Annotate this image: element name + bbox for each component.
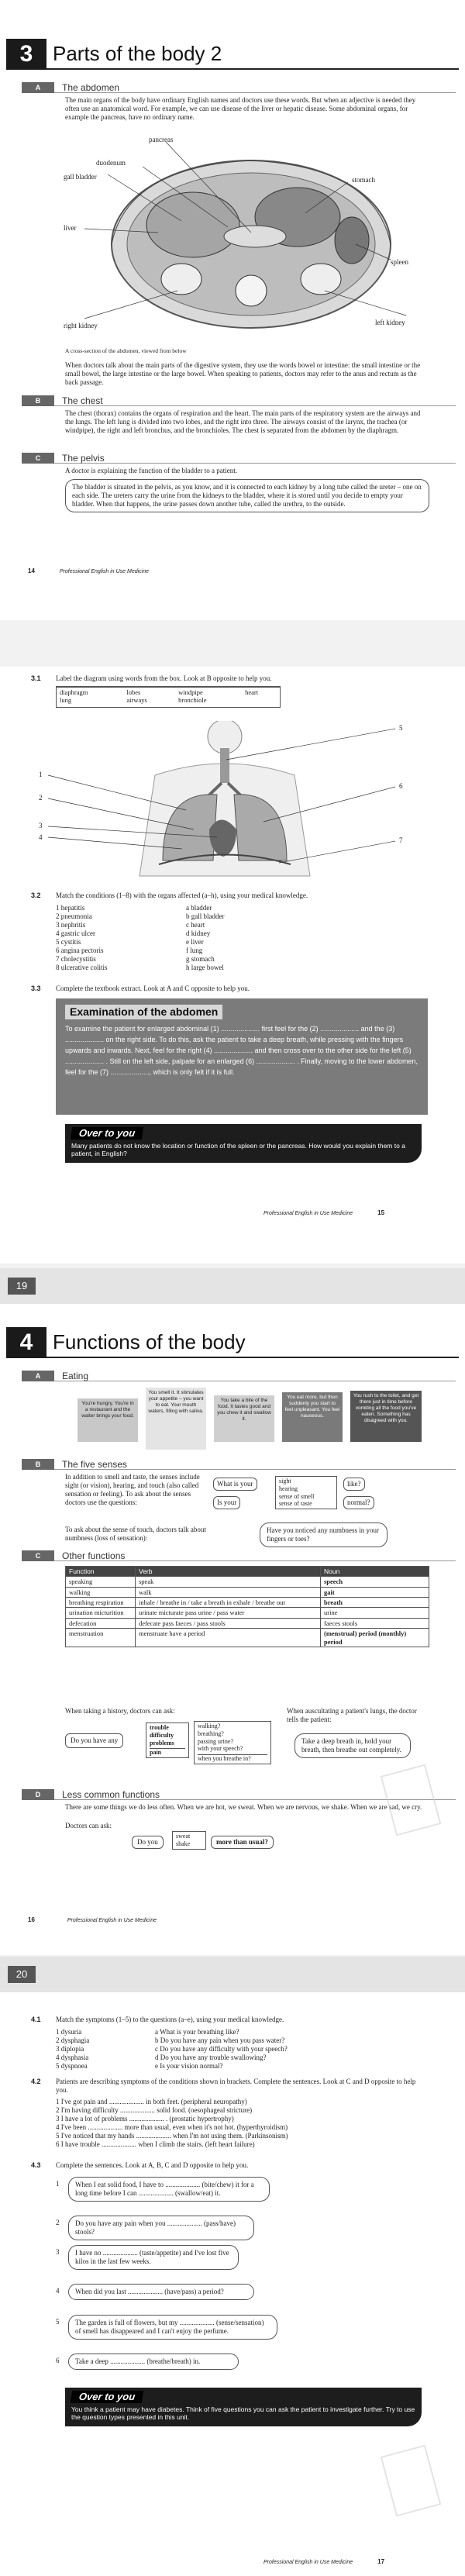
exercise-3-2-text: Match the conditions (1–8) with the organs affected (a–h), using your medical knowledge. [56,891,308,899]
q43-bubble: When I eat solid food, I have to .................... (bite/chew) it for a long time before I can .................... (swallow/eat) it. [68,2177,270,2202]
section-a-heading: A The abdomen [22,82,456,93]
exercise-4-2-text: Patients are describing symptoms of the conditions shown in brackets. Complete the sentences. Look at C and D opposite to help you. [56,2078,416,2094]
exercise-3-2-num: 3.2 [31,891,41,899]
deep-breath-bubble: Take a deep breath in, hold your breath, then breathe out completely. [294,1733,411,1758]
symptoms-list: 1 dysuria 2 dysphagia 3 diplopia 4 dysphasia 5 dyspnoea [56,2028,90,2070]
diagram-num-5: 5 [399,724,403,732]
page-footer [264,1209,384,1218]
organs-list: a bladder b gall bladder c heart d kidney e liver f lung g stomach h large bowel [186,904,225,971]
exercise-4-1-num: 4.1 [31,2016,41,2023]
q43-item: 3 I have no .................... (taste/appetite) and I've lost five kilos in the last few weeks. [56,2245,273,2273]
table-row: breathing respiration inhale / breathe in / take a breath in exhale / breathe out breath [66,1598,429,1608]
page-footer [28,567,149,576]
unit-number: 3 [6,39,46,70]
label-right-kidney: right kidney [64,322,98,329]
more-than-usual: more than usual? [211,1836,274,1849]
unit-header [0,39,465,70]
section-a-heading: A Eating [22,1371,456,1381]
section-c-heading: C The pelvis [22,453,456,464]
functions-table: Function Verb Noun speaking speak speech walking walk gait breathing respiration inhale / breathe in / take a breath in exhale / breathe out breath urination micturition urinate micturate pass urine / pass water urine defecation defecate pass faeces / pass stools faeces stools menstruation menstruate have a period (menstrual) period (monthly) period [65,1566,429,1647]
diagram-num-1: 1 [39,771,43,778]
label-liver: liver [64,224,77,232]
eating-card: You eat more, but then suddenly you start to feel unpleasant. You feel nauseous. [282,1392,343,1442]
abdomen-diagram [65,136,429,345]
table-row: defecation defecate pass faeces / pass stools faeces stools [66,1618,429,1628]
label-spleen: spleen [391,258,408,266]
senses-options: sight hearing sense of smell sense of taste [275,1476,337,1509]
unit-number: 4 [6,1327,46,1358]
pelvis-intro: A doctor is explaining the function of the bladder to a patient. [65,467,237,474]
q43-item: 5 The garden is full of flowers, but my .................... (sense/sensation) of smell has disappeared and I can't enjoy the perfume. [56,2315,288,2343]
page-number: 14 [28,567,35,574]
unit-title: Parts of the body 2 [53,42,222,65]
q43-bubble: Do you have any pain when you .................... (pass/have) stools? [68,2216,254,2240]
extract-body: To examine the patient for enlarged abdominal (1) .................... first feel for the (2) .................... and the (3) .................... on the right side. To do this, ask the patient to take a deep breath, while pressing with the fingers upwards and inwards. Next, feel for the right (4) .................... and then cross over to the other side for the left (5) .................... . Still on the left side, palpate for an enlarged (6) .................... . Finally, moving to the lower abdomen, feel for the (7) ...................., which is only felt if it is full. [65,1025,418,1076]
over-to-you-text: Many patients do not know the location or function of the spleen or the pancreas. How would you explain them to a patient, in English? [71,1141,405,1158]
section-b-heading: B The chest [22,395,456,406]
page-footer [28,1916,157,1925]
sweat-question [132,1829,287,1856]
section-b-heading: B The five senses [22,1459,456,1470]
less-common-text: There are some things we do less often. When we are hot, we sweat. When we are nervous, we shake. When we are sad, we cry. [65,1803,422,1811]
page-15 [0,667,465,1264]
extract-heading: Examination of the abdomen [65,1005,222,1019]
page-number: 16 [28,1916,35,1923]
questions-list: a What is your breathing like? b Do you have any pain when you pass water? c Do you have any difficulty with your speech? d Do you have any trouble swallowing? e Is your vision normal? [155,2028,288,2070]
page-footer [264,2558,384,2567]
history-mid-options: trouble difficulty problems pain [146,1723,189,1758]
over-to-you-box [65,2388,422,2426]
table-row: speaking speak speech [66,1577,429,1587]
label-duodenum: duodenum [96,159,126,167]
history-right-options: walking? breathing? passing urine? with your speech? when you breathe in? [194,1721,271,1764]
watermark-stamp [381,1764,442,1836]
book-title: Professional English in Use Medicine [67,1918,157,1923]
eating-card: You rush to the toilet, and get there just in time before vomiting all the food you've eaten. Something has disagreed with you. [350,1391,422,1442]
book-title: Professional English in Use Medicine [264,2560,353,2565]
page-16 [0,1304,465,1955]
q43-bubble: I have no .................... (taste/appetite) and I've lost five kilos in the last few weeks. [68,2245,239,2270]
book-title: Professional English in Use Medicine [264,1211,353,1216]
table-row: menstruation menstruate have a period (menstrual) period (monthly) period [66,1629,429,1647]
auscultation-intro: When auscultating a patient's lungs, the doctor tells the patient: [287,1707,417,1723]
unit-title: Functions of the body [53,1330,246,1354]
unit-header [0,1327,465,1358]
q43-item: 6 Take a deep .................... (breathe/breath) in. [56,2354,273,2372]
label-pancreas: pancreas [149,136,174,143]
senses-text: In addition to smell and taste, the senses include sight (or vision), hearing, and touch (also called sensation or feeling). To ask about the senses doctors use the questions: [65,1473,200,1506]
exercise-4-1-text: Match the symptoms (1–5) to the questions (a–e), using your medical knowledge. [56,2016,284,2023]
respiratory-illustration [31,721,434,884]
sweat-options: sweat shake [172,1831,206,1850]
abdomen-caption: A cross-section of the abdomen, viewed from below [65,347,187,354]
eating-card: You smell it. It stimulates your appetite – you want to eat. Your mouth waters, filling with saliva. [146,1388,206,1450]
label-left-kidney: left kidney [375,319,405,326]
over-to-you-text: You think a patient may have diabetes. Think of five questions you can ask the patient to investigate further. Try to use the question types presented in this unit. [71,2405,415,2422]
label-stomach: stomach [352,176,375,184]
senses-question-table [213,1476,388,1515]
history-question [65,1721,274,1775]
chest-diagram [31,721,434,884]
is-your: Is your [213,1496,240,1509]
over-to-you-box [65,1124,422,1163]
eating-card: You take a bite of the food. It tastes good and you chew it and swallow it. [214,1395,274,1442]
chest-text: The chest (thorax) contains the organs of respiration and the heart. The main parts of the respiratory system are the airways and the lungs. The left lung is divided into two lobes, and the right into three. The airways consist of the larynx, the trachea (or windpipe), the right and left bronchus, and the bronchioles. The chest is separated from the abdomen by the diaphragm. [65,409,421,434]
word-box: diaphragm lung lobes airways windpipe bronchiole heart [56,687,281,705]
numbness-intro: To ask about the sense of touch, doctors talk about numbness (loss of sensation): [65,1526,206,1542]
numbness-bubble: Have you noticed any numbness in your fingers or toes? [260,1522,388,1547]
book-title: Professional English in Use Medicine [59,569,150,574]
exercise-3-3-num: 3.3 [31,985,41,992]
exercise-4-3-text: Complete the sentences. Look at A, B, C and D opposite to help you. [56,2161,249,2169]
label-gall-bladder: gall bladder [64,173,97,181]
exercise-3-1-num: 3.1 [31,674,41,682]
q43-bubble: Take a deep .................... (breathe/breath) in. [68,2354,239,2370]
doctors-can-ask: Doctors can ask: [65,1822,112,1829]
exercise-3-1-text: Label the diagram using words from the box. Look at B opposite to help you. [56,674,272,682]
page-separator [0,1957,465,1992]
separator-number: 20 [8,1966,36,1983]
bladder-speech-bubble: The bladder is situated in the pelvis, as you know, and it is connected to each kidney by a long tube called the ureter – one on each side. The ureters carry the urine from the kidneys to the bladder, where it is stored until you decide to empty your bladder. When that happens, the urine passes down another tube, called the urethra, to the outside. [65,479,429,512]
eating-card: You're hungry. You're in a restaurant and the waiter brings your food. [78,1398,138,1442]
exercise-4-2-num: 4.2 [31,2078,41,2085]
diagram-num-2: 2 [39,794,43,802]
section-d-heading: D Less common functions [22,1789,456,1800]
page-14 [0,0,465,620]
over-to-you-title: Over to you [71,1127,143,1140]
history-intro: When taking a history, doctors can ask: [65,1707,175,1715]
table-row: walking walk gait [66,1587,429,1597]
separator-number: 19 [8,1278,36,1295]
q43-item: 1 When I eat solid food, I have to .................... (bite/chew) it for a long time before I can .................... (swallow/eat) it. [56,2177,273,2205]
over-to-you-title: Over to you [71,2391,143,2403]
bowel-text: When doctors talk about the main parts of the digestive system, they use the words bowel or intestine: the small intestine or the small bowel, the large intestine or the large bowel. When speaking to patients, doctors may refer to the anus and rectum as the back passage. [65,361,421,386]
normal-ending: normal? [343,1496,374,1509]
exercise-4-3-num: 4.3 [31,2161,41,2169]
sentences-4-2: 1 I've got pain and .................... in both feet. (peripheral neuropathy) 2 I'm having difficulty .................... solid food. (oesophageal stricture) 3 I have a lot of problems .................... . (prostatic hypertrophy) 4 I've been .................... more than usual, even when it's not hot. (hyperthyroidism) 5 I've noticed that my hands .................... when I'm not using them. (Parkinsonism) 6 I have trouble .................... when I climb the stairs. (left heart failure) [56,2098,288,2148]
exercise-3-3-text: Complete the textbook extract. Look at A and C opposite to help you. [56,985,250,992]
q43-item: 2 Do you have any pain when you .................... (pass/have) stools? [56,2216,273,2234]
diagram-num-4: 4 [39,833,43,841]
page-number: 17 [377,2558,385,2565]
do-you: Do you [132,1836,164,1849]
q43-bubble: The garden is full of flowers, but my .................... (sense/sensation) of smell has disappeared and I can't enjoy the perfume. [68,2315,277,2340]
eating-cards [78,1388,434,1450]
like-ending: like? [343,1478,365,1491]
diagram-num-7: 7 [399,836,403,844]
do-you-have-any: Do you have any [65,1733,123,1748]
textbook-extract [56,998,428,1115]
watermark-stamp [381,2445,442,2517]
page-separator [0,1268,465,1304]
page-17 [0,1992,465,2576]
table-row: urination micturition urinate micturate pass urine / pass water urine [66,1608,429,1618]
abdomen-text: The main organs of the body have ordinary English names and doctors use these words. But when an adjective is needed they often use an anatomical word. For example, we can use disease of the liver or hepatic disease. Some abdominal organs, for example the pancreas, have no ordinary name. [65,96,416,121]
what-is-your: What is your [213,1478,257,1491]
diagram-num-3: 3 [39,822,43,829]
q43-bubble: When did you last .................... (have/pass) a period? [68,2284,254,2300]
conditions-list: 1 hepatitis 2 pneumonia 3 nephritis 4 gastric ulcer 5 cystitis 6 angina pectoris 7 cholecystitis 8 ulcerative colitis [56,904,108,971]
page-number: 15 [377,1209,385,1216]
section-c-heading: C Other functions [22,1550,456,1561]
q43-item: 4 When did you last .................... (have/pass) a period? [56,2284,273,2302]
diagram-num-6: 6 [399,782,403,790]
